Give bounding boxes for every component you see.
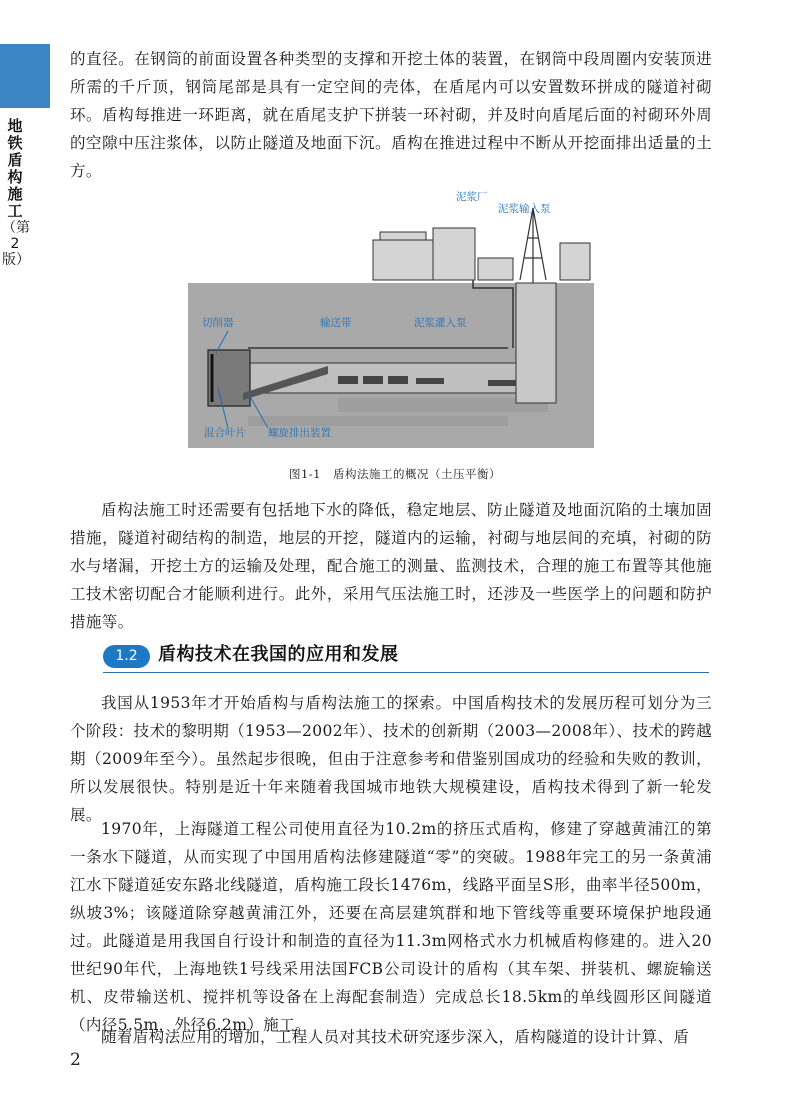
- label-conveyor-belt: 输送带: [320, 317, 352, 329]
- paragraph-development-stages: 我国从1953年才开始盾构与盾构法施工的探索。中国盾构技术的发展历程可划分为三个阶段：技术的黎明期（1953—2002年）、技术的创新期（2003—2008年）、技术的跨越期（2009年至今）。虽然起步很晚，但由于注意参考和借鉴别国成功的经验和失败的教训，所以发展很快。特别是近十年来随着我国城市地铁大规模建设，盾构技术得到了新一轮发展。: [70, 694, 712, 824]
- launch-shaft: [516, 283, 556, 403]
- shield-tunnel-diagram: [188, 188, 594, 448]
- label-slurry-input-pump: 泥浆输入泵: [498, 203, 551, 215]
- book-title: 地铁盾构施工: [7, 117, 23, 220]
- page-number: 2: [70, 1050, 81, 1070]
- label-slurry-injection-pump: 泥浆灌入泵: [414, 317, 467, 329]
- section-title: 盾构技术在我国的应用和发展: [158, 644, 399, 665]
- book-edition: （第2版）: [2, 220, 30, 268]
- paragraph-further-research: 随着盾构法应用的增加，工程人员对其技术研究逐步深入，盾构隧道的设计计算、盾: [101, 1028, 690, 1046]
- label-mixing-blade: 混合叶片: [204, 427, 246, 439]
- label-slurry-plant: 泥浆厂: [456, 191, 488, 203]
- figure-caption: 图1-1 盾构法施工的概况（土压平衡）: [288, 467, 502, 481]
- shield-construction-figure: [188, 188, 594, 448]
- paragraph-shield-structure: 的直径。在钢筒的前面设置各种类型的支撑和开挖土体的装置，在钢筒中段周圈内安装顶进所需的千斤顶，钢筒尾部是具有一定空间的壳体，在盾尾内可以安置数环拼成的隧道衬砌环。盾构每推进一环距离，就在盾尾支护下拼装一环衬砌，并及时向盾尾后面的衬砌环外周的空隙中压注浆体，以防止隧道及地面下沉。盾构在推进过程中不断从开挖面排出适量的土方。: [70, 50, 712, 180]
- section-number-badge: 1.2: [103, 645, 150, 668]
- label-cutter: 切削器: [202, 317, 234, 329]
- paragraph-shanghai-tunnels: 1970年，上海隧道工程公司使用直径为10.2m的挤压式盾构，修建了穿越黄浦江的第一条水下隧道，从而实现了中国用盾构法修建隧道“零”的突破。1988年完工的另一条黄浦江水下隧道延安东路北线隧道，盾构施工段长1476m，线路平面呈S形，曲率半径500m，纵坡3%；该隧道除穿越黄浦江外，还要在高层建筑群和地下管线等重要环境保护地段通过。此隧道是用我国自行设计和制造的直径为11.3m网格式水力机械盾构修建的。进入20世纪90年代，上海地铁1号线采用法国FCB公司设计的盾构（其车架、拼装机、螺旋输送机、皮带输送机、搅拌机等设备在上海配套制造）完成总长18.5km的单线圆形区间隧道（内径5.5m，外径6.2m）施工。: [70, 820, 712, 1034]
- paragraph-auxiliary-techniques: 盾构法施工时还需要有包括地下水的降低，稳定地层、防止隧道及地面沉陷的土壤加固措施，隧道衬砌结构的制造，地层的开挖，隧道内的运输，衬砌与地层间的充填，衬砌的防水与堵漏，开挖土方的运输及处理，配合施工的测量、监测技术，合理的施工布置等其他施工技术密切配合才能顺利进行。此外，采用气压法施工时，还涉及一些医学上的问题和防护措施等。: [70, 501, 712, 631]
- section-rule: [103, 672, 709, 673]
- label-screw-discharge: 螺旋排出装置: [268, 427, 331, 439]
- book-title-vertical: [2, 118, 28, 268]
- side-color-tab: [0, 44, 50, 108]
